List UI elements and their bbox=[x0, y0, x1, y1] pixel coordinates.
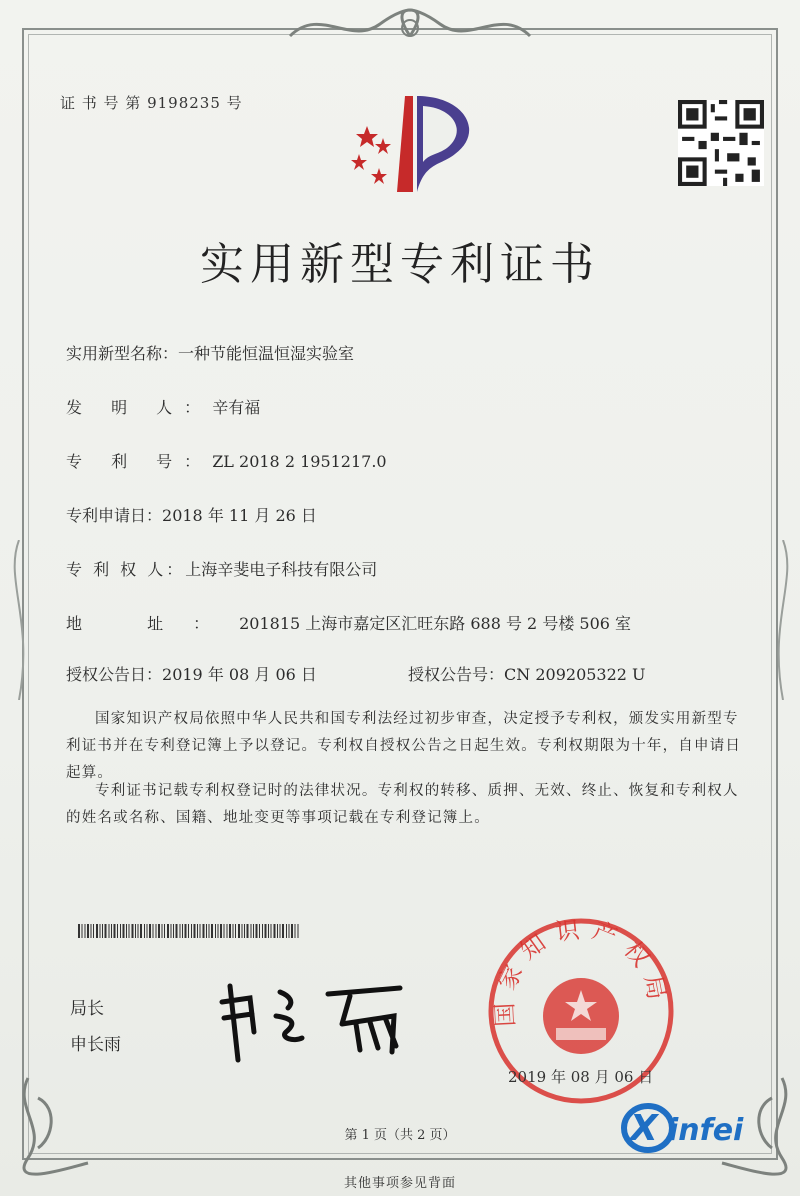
barcode-bar bbox=[286, 924, 287, 938]
barcode-bar bbox=[102, 924, 103, 938]
barcode-bar bbox=[78, 924, 80, 938]
barcode-bar bbox=[259, 924, 260, 938]
barcode-bar bbox=[117, 924, 118, 938]
right-edge-ornament bbox=[768, 540, 798, 700]
barcode-bar bbox=[147, 924, 148, 938]
barcode-bar bbox=[167, 924, 169, 938]
grant-statement-paragraph: 国家知识产权局依照中华人民共和国专利法经过初步审查，决定授予专利权，颁发实用新型专利证书并在专利登记簿上予以登记。专利权自授权公告之日起生效。专利权期限为十年，自申请日起算。 bbox=[66, 711, 742, 781]
barcode-bar bbox=[295, 924, 296, 938]
grant-date-value: 2019 年 08 月 06 日 bbox=[162, 665, 317, 684]
barcode-bar bbox=[140, 924, 142, 938]
address-row bbox=[66, 611, 631, 634]
barcode-bar bbox=[291, 924, 293, 938]
barcode-bar bbox=[82, 924, 83, 938]
page-number: 第 1 页（共 2 页） bbox=[344, 1128, 456, 1143]
filing-date-value: 2018 年 11 月 26 日 bbox=[162, 506, 317, 525]
barcode-bar bbox=[173, 924, 174, 938]
barcode-bar bbox=[123, 924, 125, 938]
barcode-bar bbox=[135, 924, 136, 938]
barcode-bar bbox=[277, 924, 278, 938]
inventor-label: 发 明 人： bbox=[66, 398, 213, 417]
barcode-bar bbox=[218, 924, 219, 938]
barcode-bar bbox=[227, 924, 228, 938]
address-label: 地 址： bbox=[66, 614, 240, 633]
barcode-bar bbox=[289, 924, 290, 938]
barcode-bar bbox=[153, 924, 154, 938]
legal-status-paragraph: 专利证书记载专利权登记时的法律状况。专利权的转移、质押、无效、终止、恢复和专利权人的姓名或名称、国籍、地址变更等事项记载在专利登记簿上。 bbox=[66, 783, 739, 826]
barcode-bar bbox=[203, 924, 205, 938]
barcode-bar bbox=[132, 924, 134, 938]
barcode-bar bbox=[282, 924, 284, 938]
barcode-bar bbox=[171, 924, 172, 938]
barcode-bar bbox=[100, 924, 101, 938]
grant-number-value: CN 209205322 U bbox=[504, 665, 646, 684]
barcode-bar bbox=[274, 924, 276, 938]
barcode-bar bbox=[256, 924, 258, 938]
grant-date-label: 授权公告日： bbox=[66, 665, 163, 684]
barcode-bar bbox=[180, 924, 181, 938]
bottom-left-ornament bbox=[8, 1068, 98, 1178]
barcode-bar bbox=[265, 924, 267, 938]
patent-number-value: ZL 2018 2 1951217.0 bbox=[212, 452, 387, 471]
barcode-bar bbox=[194, 924, 196, 938]
xinfei-logo bbox=[620, 1100, 770, 1156]
barcode-bar bbox=[188, 924, 189, 938]
barcode-bar bbox=[200, 924, 201, 938]
director-signature bbox=[210, 972, 420, 1064]
barcode-bar bbox=[280, 924, 281, 938]
barcode-bar bbox=[211, 924, 213, 938]
barcode-bar bbox=[268, 924, 269, 938]
grant-number-row bbox=[408, 662, 646, 685]
grant-number-label: 授权公告号： bbox=[408, 665, 505, 684]
barcode-bar bbox=[220, 924, 222, 938]
inventor-value: 辛有福 bbox=[212, 398, 261, 417]
certificate-number: 证 书 号 第 9198235 号 bbox=[60, 94, 243, 112]
barcode-bar bbox=[93, 924, 94, 938]
top-ornament bbox=[280, 6, 540, 52]
svg-text:infei: infei bbox=[668, 1113, 744, 1148]
seal-text: 国家知识产权局 bbox=[490, 916, 673, 1028]
barcode-bar bbox=[114, 924, 116, 938]
barcode-bar bbox=[298, 924, 299, 938]
barcode-bar bbox=[111, 924, 112, 938]
barcode-bar bbox=[229, 924, 231, 938]
barcode-bar bbox=[156, 924, 157, 938]
barcode-bar bbox=[91, 924, 92, 938]
patent-office-emblem bbox=[345, 92, 495, 202]
left-edge-ornament bbox=[4, 540, 34, 700]
barcode-bar bbox=[235, 924, 236, 938]
barcode-bar bbox=[182, 924, 183, 938]
barcode-bar bbox=[120, 924, 121, 938]
director-title: 局长 bbox=[70, 999, 104, 1019]
patentee-label: 专 利 权 人： bbox=[66, 560, 186, 579]
patent-number-row bbox=[66, 449, 387, 472]
barcode-bar bbox=[109, 924, 110, 938]
inventor-row bbox=[66, 395, 260, 418]
address-value: 201815 上海市嘉定区汇旺东路 688 号 2 号楼 506 室 bbox=[239, 614, 632, 633]
grant-date-row bbox=[66, 662, 317, 685]
barcode-bar bbox=[253, 924, 254, 938]
barcode-bar bbox=[242, 924, 243, 938]
barcode-bar bbox=[126, 924, 127, 938]
barcode-bar bbox=[206, 924, 207, 938]
barcode-bar bbox=[105, 924, 107, 938]
certificate-title: 实用新型专利证书 bbox=[200, 239, 600, 290]
barcode-bar bbox=[191, 924, 192, 938]
barcode-bar bbox=[271, 924, 272, 938]
barcode-bar bbox=[244, 924, 245, 938]
barcode-bar bbox=[129, 924, 130, 938]
barcode-bar bbox=[164, 924, 165, 938]
barcode-bar bbox=[262, 924, 263, 938]
barcode-bar bbox=[85, 924, 86, 938]
footer-note: 其他事项参见背面 bbox=[343, 1176, 456, 1191]
barcode-bar bbox=[87, 924, 89, 938]
patentee-row bbox=[66, 557, 377, 580]
filing-date-label: 专利申请日： bbox=[66, 506, 163, 525]
utility-model-name-value: 一种节能恒温恒湿实验室 bbox=[178, 344, 355, 363]
filing-date-row bbox=[66, 503, 317, 526]
barcode-bar bbox=[209, 924, 210, 938]
director-name: 申长雨 bbox=[70, 1035, 121, 1055]
qr-code bbox=[678, 100, 764, 186]
barcode-bar bbox=[162, 924, 163, 938]
barcode-bar bbox=[144, 924, 145, 938]
barcode-bar bbox=[215, 924, 216, 938]
barcode-bar bbox=[247, 924, 249, 938]
patentee-value: 上海辛斐电子科技有限公司 bbox=[185, 560, 378, 579]
utility-model-name-label: 实用新型名称： bbox=[66, 344, 179, 363]
barcode-bar bbox=[158, 924, 160, 938]
barcode-bar bbox=[149, 924, 151, 938]
barcode-bar bbox=[238, 924, 240, 938]
barcode-bar bbox=[138, 924, 139, 938]
barcode-bar bbox=[197, 924, 198, 938]
svg-text:X: X bbox=[630, 1108, 658, 1149]
barcode-bar bbox=[251, 924, 252, 938]
barcode-bar bbox=[185, 924, 187, 938]
patent-number-label: 专 利 号： bbox=[66, 452, 213, 471]
barcode-bar bbox=[224, 924, 225, 938]
seal-date: 2019 年 08 月 06 日 bbox=[508, 1068, 654, 1086]
utility-model-name-row bbox=[66, 341, 354, 364]
barcode bbox=[78, 924, 300, 938]
barcode-bar bbox=[176, 924, 178, 938]
barcode-bar bbox=[96, 924, 98, 938]
barcode-bar bbox=[233, 924, 234, 938]
